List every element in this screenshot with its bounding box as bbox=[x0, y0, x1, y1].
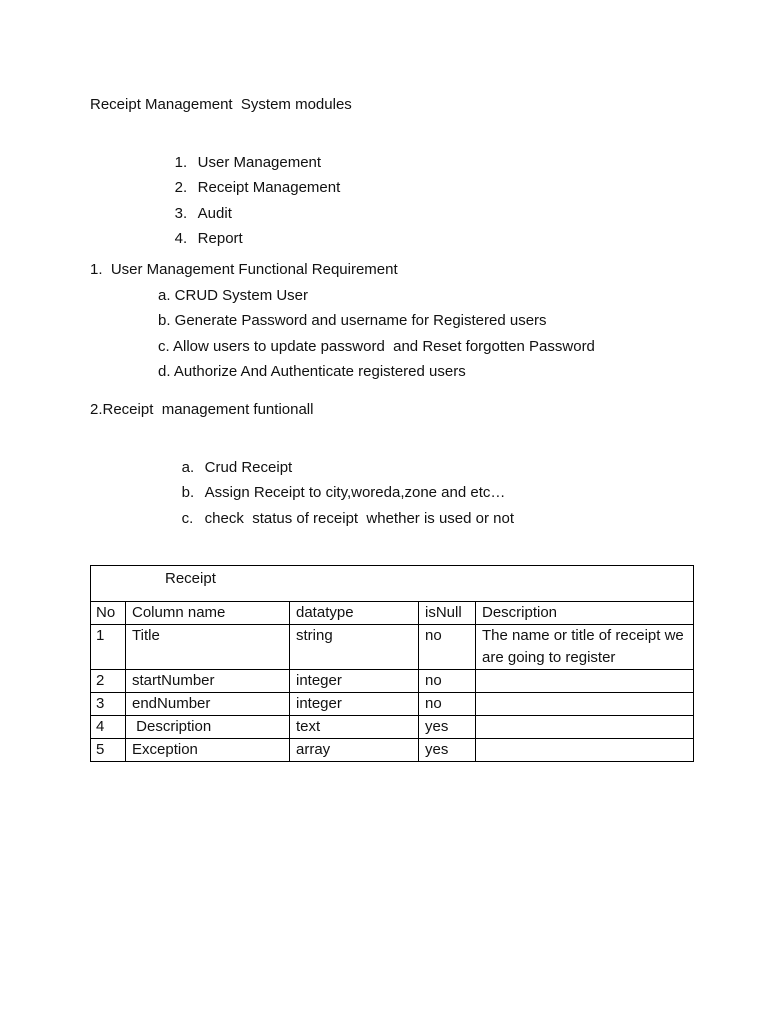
table-row bbox=[91, 716, 694, 739]
cell-datatype: array bbox=[290, 739, 419, 762]
cell-column-name: Title bbox=[126, 625, 290, 670]
cell-isnull: yes bbox=[419, 739, 476, 762]
cell-isnull: no bbox=[419, 670, 476, 693]
header-datatype: datatype bbox=[290, 602, 419, 625]
header-column-name: Column name bbox=[126, 602, 290, 625]
section2-item-number: c. bbox=[181, 510, 194, 527]
header-description: Description bbox=[476, 602, 694, 625]
module-number: 4. bbox=[174, 230, 188, 247]
module-number: 2. bbox=[174, 179, 188, 196]
module-label: Receipt Management bbox=[197, 179, 341, 196]
section1-item: a. CRUD System User bbox=[158, 287, 309, 304]
cell-no: 1 bbox=[91, 625, 126, 670]
cell-no: 4 bbox=[91, 716, 126, 739]
cell-datatype: text bbox=[290, 716, 419, 739]
cell-column-name: endNumber bbox=[126, 693, 290, 716]
cell-isnull: no bbox=[419, 625, 476, 670]
header-no: No bbox=[91, 602, 126, 625]
table-row bbox=[91, 670, 694, 693]
section1-heading: 1. User Management Functional Requirement bbox=[90, 261, 398, 278]
document-title: Receipt Management System modules bbox=[90, 96, 352, 113]
section2-heading: 2.Receipt management funtionall bbox=[90, 401, 314, 418]
cell-datatype: integer bbox=[290, 693, 419, 716]
table-caption-row bbox=[91, 566, 694, 602]
table-caption: Receipt bbox=[91, 566, 694, 602]
cell-no: 3 bbox=[91, 693, 126, 716]
cell-datatype: integer bbox=[290, 670, 419, 693]
cell-column-name: Description bbox=[126, 716, 290, 739]
cell-datatype: string bbox=[290, 625, 419, 670]
receipt-table bbox=[90, 565, 694, 762]
cell-column-name: Exception bbox=[126, 739, 290, 762]
section1-item: c. Allow users to update password and Reset forgotten Password bbox=[158, 338, 595, 355]
cell-description bbox=[476, 716, 694, 739]
section2-item-label: Assign Receipt to city,woreda,zone and etc… bbox=[204, 484, 506, 501]
header-isnull: isNull bbox=[419, 602, 476, 625]
section2-item-label: Crud Receipt bbox=[204, 459, 293, 476]
module-label: User Management bbox=[197, 154, 322, 171]
section2-item-number: b. bbox=[181, 484, 195, 501]
section2-item bbox=[165, 489, 514, 549]
cell-description: The name or title of receipt we are going to register bbox=[476, 625, 694, 670]
table-row bbox=[91, 625, 694, 670]
table-row bbox=[91, 693, 694, 716]
module-number: 3. bbox=[174, 205, 188, 222]
module-label: Report bbox=[197, 230, 243, 247]
section2-item-label: check status of receipt whether is used or not bbox=[204, 510, 514, 527]
table-row bbox=[91, 739, 694, 762]
cell-no: 2 bbox=[91, 670, 126, 693]
cell-description bbox=[476, 739, 694, 762]
cell-no: 5 bbox=[91, 739, 126, 762]
section2-item-number: a. bbox=[181, 459, 195, 476]
table-header-row bbox=[91, 602, 694, 625]
cell-isnull: no bbox=[419, 693, 476, 716]
module-label: Audit bbox=[197, 205, 232, 222]
section1-item: b. Generate Password and username for Registered users bbox=[158, 312, 547, 329]
cell-isnull: yes bbox=[419, 716, 476, 739]
section1-item: d. Authorize And Authenticate registered users bbox=[158, 363, 466, 380]
cell-description bbox=[476, 693, 694, 716]
cell-column-name: startNumber bbox=[126, 670, 290, 693]
module-number: 1. bbox=[174, 154, 188, 171]
cell-description bbox=[476, 670, 694, 693]
